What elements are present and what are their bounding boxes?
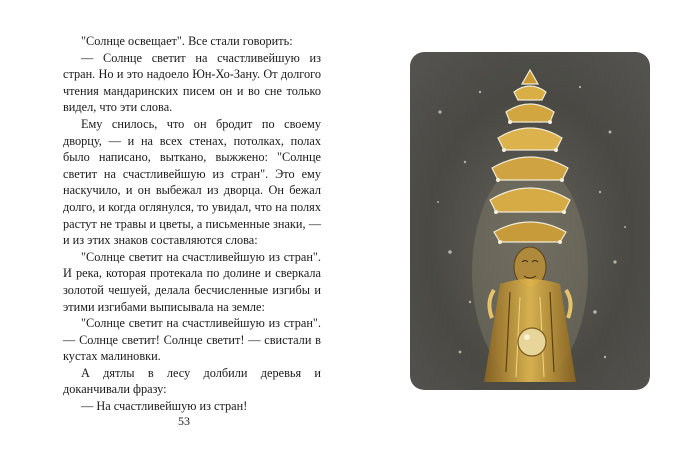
paragraph-7: — На счастливейшую из стран!: [81, 399, 248, 414]
paragraph-5: "Солнце светит на счастливейшую из стран". — Солнце светит! Солнце светит! — свистали в кустах малиновки.: [63, 316, 321, 364]
illustration-drawing: [410, 52, 650, 390]
paragraph-6: А дятлы в лесу долбили деревья и доканчивали фразу:: [63, 365, 321, 397]
paragraph-3: Ему снилось, что он бродит по своему дворцу, — и на всех стенах, потолках, полах было написано, выткано, выжжено: "Солнце светит на счастливейшую из стран". Это ему наскучило, и он выбежал из дворца. Он бежал долго, и когда оглянулся, то увидал, что на полях растут не травы и цветы, а письменные знаки, — и из этих знаков составляются слова:: [63, 116, 321, 248]
text-column: [63, 33, 321, 415]
paragraph-4: "Солнце светит на счастливейшую из стран". И река, которая протекала по долине и сверкала золотой чешуей, делала бесчисленные изгибы и этими изгибами выписывала на земле:: [63, 249, 321, 314]
illustration-pagoda-figure: [410, 52, 650, 390]
paragraph-2: — Солнце светит на счастливейшую из стран. Но и это надоело Юн-Хо-Зану. От долгого чтения мандаринских писем он и во сне только видел, что эти слова.: [63, 50, 321, 115]
paragraph-1: "Солнце освещает". Все стали говорить:: [81, 34, 293, 48]
page-number: 53: [178, 414, 190, 428]
